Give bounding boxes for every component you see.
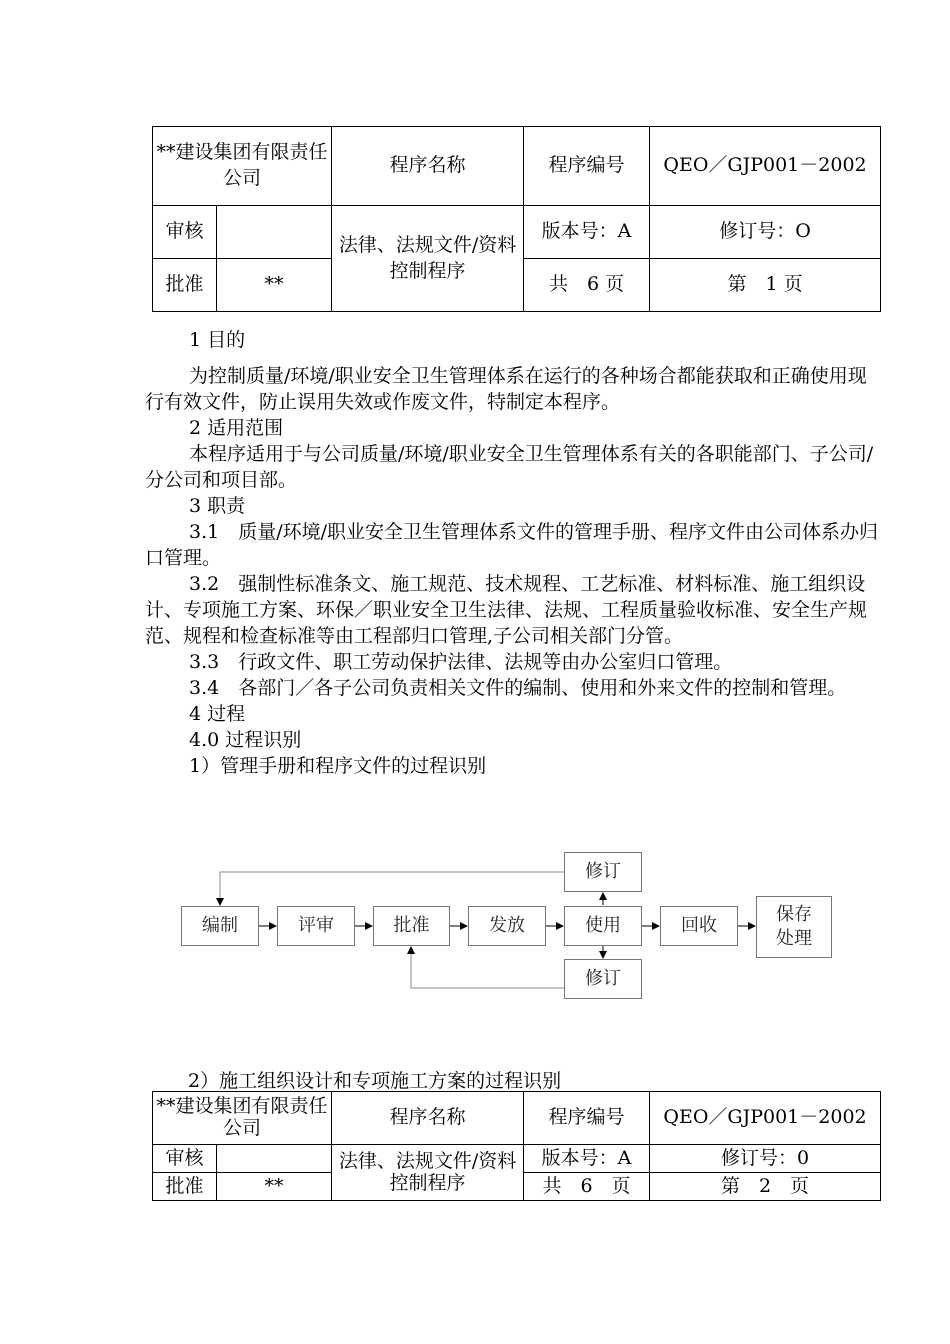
review-value	[217, 206, 332, 259]
section-3-2: 3.2 强制性标准条文、施工规范、技术规程、工艺标准、材料标准、施工组织设计、专项施工方案、环保／职业安全卫生法律、法规、工程质量验收标准、安全生产规范、规程和检查标准等由工程部归口管理,子公司相关部门分管。	[145, 573, 868, 647]
loop-revise-bottom-approve	[411, 947, 564, 988]
section-1-text: 为控制质量/环境/职业安全卫生管理体系在运行的各种场合都能获取和正确使用现行有效文件，防止误用失效或作废文件，特制定本程序。	[145, 365, 867, 413]
flow-box-keep: 保存处理	[756, 896, 832, 958]
flow-box-use: 使用	[564, 906, 642, 946]
section-3-title: 3 职责	[189, 495, 246, 517]
flow-box-issue: 发放	[468, 906, 546, 946]
section-3-3: 3.3 行政文件、职工劳动保护法律、法规等由办公室归口管理。	[189, 651, 733, 673]
approve-label: 批准	[153, 259, 217, 312]
page-number: 第 2 页	[650, 1173, 881, 1201]
section-4-title: 4 过程	[189, 703, 246, 725]
flow-box-revise-bottom: 修订	[564, 959, 642, 999]
company-name: **建设集团有限责任公司	[153, 1092, 332, 1145]
document-body	[145, 327, 880, 779]
flow-box-revise-top: 修订	[564, 852, 642, 892]
section-1-title: 1 目的	[189, 329, 246, 351]
version-number: 版本号：A	[524, 1145, 650, 1173]
flow-box-approve: 批准	[373, 906, 450, 946]
procedure-number-label: 程序编号	[524, 127, 650, 206]
page-number: 第 1 页	[650, 259, 881, 312]
procedure-number: QEO／GJP001－2002	[650, 127, 881, 206]
section-4-0-2: 2）施工组织设计和专项施工方案的过程识别	[188, 1070, 562, 1092]
procedure-title: 法律、法规文件/资料控制程序	[332, 1145, 524, 1201]
revision-number: 修订号：0	[650, 1145, 881, 1173]
approve-value: **	[217, 1173, 332, 1201]
revision-number: 修订号：O	[650, 206, 881, 259]
section-2-text: 本程序适用于与公司质量/环境/职业安全卫生管理体系有关的各职能部门、子公司/分公司和项目部。	[145, 443, 874, 491]
procedure-number-label: 程序编号	[524, 1092, 650, 1145]
version-number: 版本号：A	[524, 206, 650, 259]
section-4-0: 4.0 过程识别	[189, 729, 302, 751]
flow-box-recover: 回收	[660, 906, 738, 946]
section-3-1: 3.1 质量/环境/职业安全卫生管理体系文件的管理手册、程序文件由公司体系办归口管理。	[145, 521, 879, 569]
review-label: 审核	[153, 206, 217, 259]
flow-box-review: 评审	[277, 906, 355, 946]
header-table-2	[152, 1091, 881, 1201]
procedure-number: QEO／GJP001－2002	[650, 1092, 881, 1145]
total-pages: 共 6 页	[524, 259, 650, 312]
review-value	[217, 1145, 332, 1173]
review-label: 审核	[153, 1145, 217, 1173]
approve-value: **	[217, 259, 332, 312]
company-name: **建设集团有限责任公司	[153, 127, 332, 206]
section-3-4: 3.4 各部门／各子公司负责相关文件的编制、使用和外来文件的控制和管理。	[189, 677, 847, 699]
section-2-title: 2 适用范围	[189, 417, 284, 439]
approve-label: 批准	[153, 1173, 217, 1201]
flow-box-compile: 编制	[181, 906, 259, 946]
header-table-1	[152, 126, 881, 312]
procedure-title: 法律、法规文件/资料控制程序	[332, 206, 524, 312]
total-pages: 共 6 页	[524, 1173, 650, 1201]
section-4-0-1: 1）管理手册和程序文件的过程识别	[189, 755, 487, 777]
procedure-name-label: 程序名称	[332, 1092, 524, 1145]
loop-revise-top-compile	[220, 872, 564, 905]
procedure-name-label: 程序名称	[332, 127, 524, 206]
